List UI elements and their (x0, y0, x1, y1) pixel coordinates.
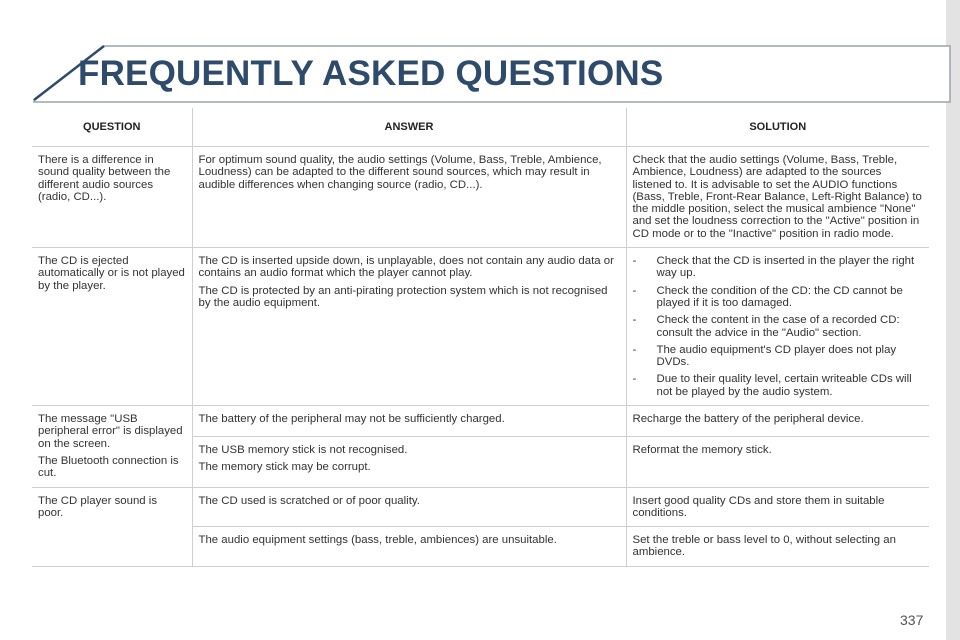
solution-text: Set the treble or bass level to 0, without selecting an ambience. (632, 534, 896, 559)
solution-text: Recharge the battery of the peripheral device. (632, 413, 864, 426)
question-cell (32, 248, 192, 406)
answer-cell (192, 406, 626, 437)
solution-cell (626, 406, 929, 437)
question-text: The Bluetooth connection is cut. (38, 454, 179, 480)
table-row (32, 147, 929, 248)
list-item: - Check that the CD is inserted in the player the right way up. (633, 255, 924, 280)
list-item: - The audio equipment's CD player does not play DVDs. (633, 344, 924, 369)
table-row (32, 487, 929, 527)
answer-cell (192, 436, 626, 487)
solution-cell (626, 436, 929, 487)
list-item: - Due to their quality level, certain writeable CDs will not be played by the audio system. (633, 373, 924, 398)
list-item: - Check the condition of the CD: the CD cannot be played if it is too damaged. (633, 285, 924, 310)
question-cell (32, 406, 192, 487)
solution-text: Reformat the memory stick. (632, 443, 772, 456)
answer-cell (192, 487, 626, 527)
answer-text: The CD is protected by an anti-pirating protection system which is not recognised by the audio equipment. (198, 284, 608, 309)
solution-cell (626, 147, 929, 248)
table-row (32, 406, 929, 437)
solution-text: Check that the audio settings (Volume, Bass, Treble, Ambience, Loudness) are adapted to the sources listened to. It is advisable to set the AUDIO functions (Bass, Treble, Front-Rear Balance, Left-Right Balance) to the middle position, select the musical ambience "None" and set the loudness correction to the "Active" position in CD mode or to the "Inactive" position in radio mode. (632, 154, 922, 240)
column-header-solution: SOLUTION (626, 108, 929, 147)
answer-cell (192, 248, 626, 406)
question-text: The CD player sound is poor. (38, 494, 158, 519)
solution-list (633, 255, 924, 398)
page-title: FREQUENTLY ASKED QUESTIONS (78, 54, 664, 93)
answer-cell (192, 527, 626, 567)
solution-cell (626, 487, 929, 527)
column-header-question: QUESTION (32, 108, 192, 147)
table-header-row (32, 108, 929, 147)
solution-cell (626, 527, 929, 567)
answer-text: The CD is inserted upside down, is unplayable, does not contain any audio data or contains an audio format which the player cannot play. (198, 255, 614, 280)
column-header-answer: ANSWER (192, 108, 626, 147)
answer-text: The audio equipment settings (bass, treble, ambiences) are unsuitable. (198, 534, 557, 547)
answer-cell (192, 147, 626, 248)
question-text: There is a difference in sound quality between the different audio sources (radio, CD...). (38, 154, 171, 203)
list-item: - Check the content in the case of a recorded CD: consult the advice in the "Audio" section. (633, 314, 924, 339)
answer-text: The USB memory stick is not recognised. (198, 443, 408, 456)
answer-text: For optimum sound quality, the audio settings (Volume, Bass, Treble, Ambience, Loudness) can be adapted to the different sound sources, which may result in audible differences when changing source (radio, CD...). (198, 154, 602, 191)
answer-text: The memory stick may be corrupt. (198, 461, 371, 474)
question-text: The CD is ejected automatically or is not played by the player. (38, 255, 185, 292)
answer-text: The CD used is scratched or of poor quality. (198, 494, 420, 507)
answer-text: The battery of the peripheral may not be sufficiently charged. (198, 413, 505, 426)
faq-table (32, 108, 929, 567)
solution-cell (626, 248, 929, 406)
question-cell (32, 147, 192, 248)
question-text: The message "USB peripheral error" is displayed on the screen. (38, 413, 183, 450)
solution-text: Insert good quality CDs and store them in suitable conditions. (632, 494, 885, 519)
table-row (32, 248, 929, 406)
page-number: 337 (900, 612, 924, 628)
question-cell (32, 487, 192, 566)
